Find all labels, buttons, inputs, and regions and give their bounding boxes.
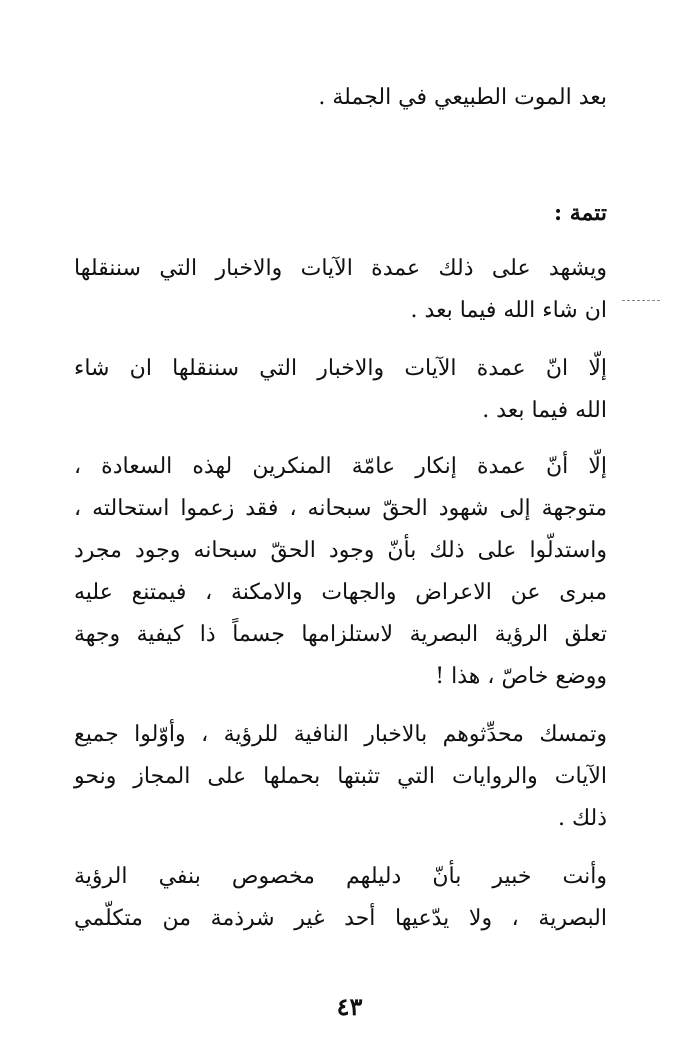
paragraph-3-line-4: مبرى عن الاعراض والجهات والامكنة ، فيمتنع عليه [74,580,607,605]
paragraph-2-line-1: إلّا انّ عمدة الآيات والاخبار التي سننقلها ان شاء [74,356,607,381]
page-number: ٤٣ [336,992,363,1021]
paragraph-2-line-2: الله فيما بعد . [482,398,607,423]
paragraph-3-line-2: متوجهة إلى شهود الحقّ سبحانه ، فقد زعموا استحالته ، [74,496,607,521]
paragraph-5-line-1: وأنت خبير بأنّ دليلهم مخصوص بنفي الرؤية [74,864,607,889]
paragraph-3-line-6: ووضع خاصّ ، هذا ! [435,664,607,689]
paragraph-3-line-3: واستدلّوا على ذلك بأنّ وجود الحقّ سبحانه وجود مجرد [74,538,607,563]
paragraph-1-line-1: ويشهد على ذلك عمدة الآيات والاخبار التي سننقلها [74,256,607,281]
section-heading: تتمة : [553,200,607,226]
paragraph-1-line-2: ان شاء الله فيما بعد . [410,298,607,323]
paragraph-3-line-1: إلّا أنّ عمدة إنكار عامّة المنكرين لهذه السعادة ، [74,454,607,479]
intro-line: بعد الموت الطبيعي في الجملة . [318,85,607,110]
paragraph-4-line-2: الآيات والروايات التي تثبتها بحملها على المجاز ونحو [74,764,607,789]
paragraph-3-line-5: تعلق الرؤية البصرية لاستلزامها جسماً ذا كيفية وجهة [74,622,607,647]
paragraph-5-line-2: البصرية ، ولا يدّعيها أحد غير شرذمة من متكلّمي [74,906,607,931]
paragraph-4-line-1: وتمسك محدِّثوهم بالاخبار النافية للرؤية ، وأوّلوا جميع [74,722,607,747]
margin-mark [622,300,660,301]
paragraph-4-line-3: ذلك . [557,806,607,831]
